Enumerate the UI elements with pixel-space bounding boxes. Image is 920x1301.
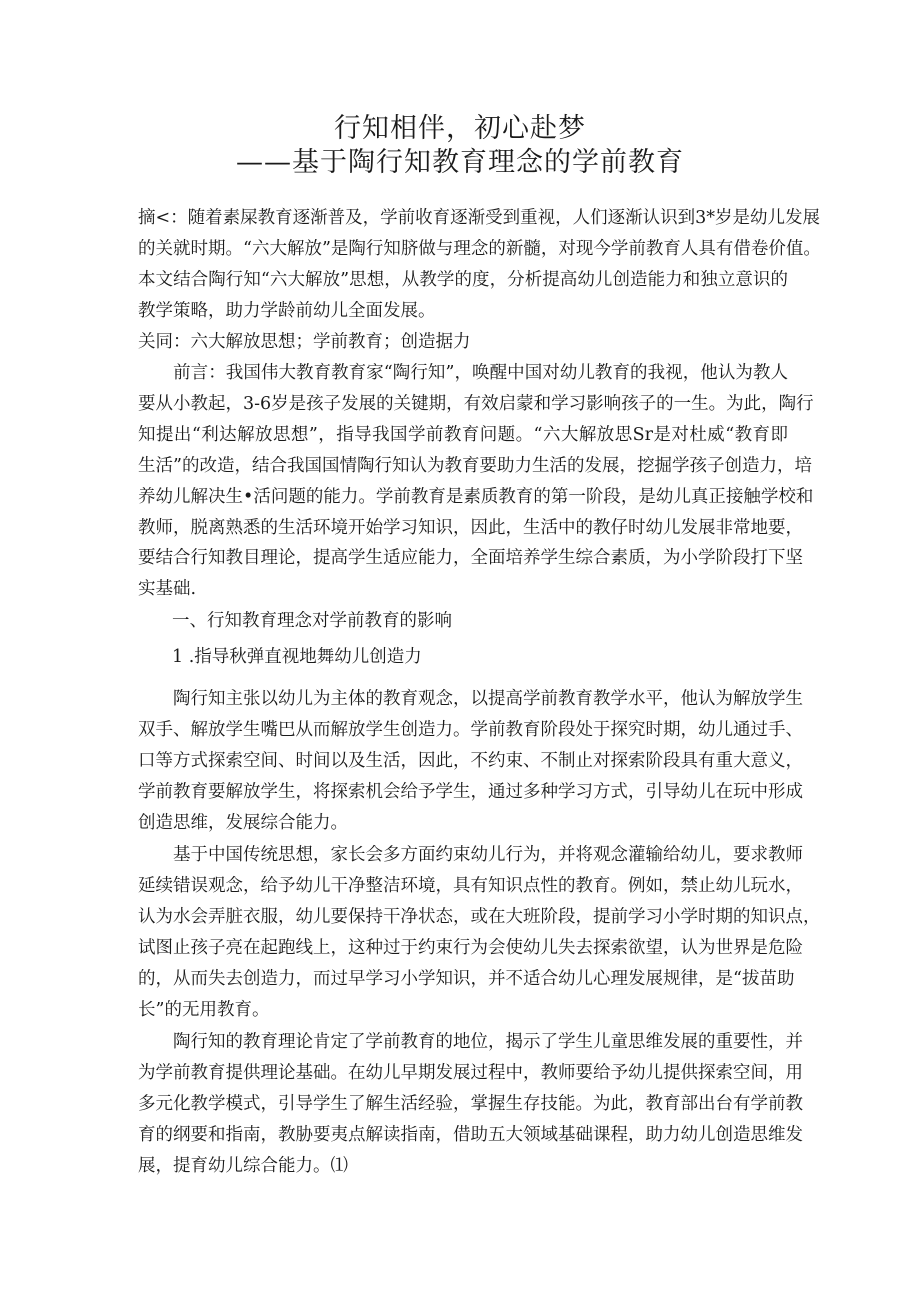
intro-paragraph [138, 358, 814, 605]
paragraph-line: 基于中国传统思想，家长会多方面约束幼儿行为，并将观念灌输给幼儿，要求教师 [138, 845, 803, 865]
paragraph-line: 长”的无用教育。 [138, 999, 270, 1020]
intro-line: 生活”的改造，结合我国国情陶行知认为教育要助力生活的发展，挖掘学孩子创造力，培 [138, 455, 812, 476]
paragraph-line: 创造思维，发展综合能力。 [138, 812, 348, 833]
body-paragraph-2 [138, 840, 821, 1025]
paragraph-line: 口等方式探索空间、时间以及生活，因此，不约束、不制止对探索阶段具有重大意义， [138, 750, 803, 771]
abstract-line: 的关就时期。“六大解放”是陶行知脐做与理念的新髓，对现今学前教育人具有借卷价值。 [138, 238, 821, 259]
paragraph-line: 陶行知主张以幼儿为主体的教育观念，以提高学前教育教学水平，他认为解放学生 [138, 689, 803, 709]
body-paragraph-3 [138, 1027, 803, 1182]
abstract-line: 本文结合陶行知“六大解放”思想，从教学的度，分析提高幼儿创造能力和独立意识的 [138, 269, 788, 290]
document-title: 行知相伴，初心赴梦 [334, 113, 586, 144]
subsection-heading: 1 .指导秋弹直视地舞幼儿创造力 [172, 647, 422, 667]
intro-line: 要结合行知教目理论，提高学生适应能力，全面培养学生综合素质，为小学阶段打下坚 [138, 548, 803, 569]
paragraph-line: 的，从而失去创造力，而过早学习小学知识，并不适合幼儿心理发展规律，是“拔苗助 [138, 968, 795, 989]
intro-line: 前言：我国伟大教育教育家“陶行知”，唤醒中国对幼儿教育的我视，他认为教人 [138, 363, 788, 383]
keywords-line: 关同：六大解放思想；学前教育；创造据力 [138, 331, 471, 352]
paragraph-line: 展，提育幼儿综合能力。⑴ [138, 1155, 348, 1176]
intro-line: 教师，脱离熟悉的生活环境开始学习知识，因此，生活中的教仔时幼儿发展非常地要， [138, 517, 803, 538]
paragraph-line: 育的纲要和指南，教胁要夷点解读指南，借助五大领域基础课程，助力幼儿创造思维发 [138, 1124, 803, 1145]
section-heading: 一、行知教育理念对学前教育的影响 [172, 611, 452, 631]
paragraph-line: 为学前教育提供理论基础。在幼儿早期发展过程中，教师要给予幼儿提供探索空间，用 [138, 1062, 803, 1083]
paragraph-line: 认为水会弄脏衣服，幼儿要保持干净状态，或在大班阶段，提前学习小学时期的知识点， [138, 906, 821, 927]
paragraph-line: 双手、解放学生嘴巴从而解放学生创造力。学前教育阶段处于探究时期，幼儿通过手、 [138, 719, 803, 740]
intro-line: 知提出“利达解放思想”，指导我国学前教育问题。“六大解放思Sr是对杜威“教育即 [138, 424, 788, 445]
intro-line: 要从小教起，3-6岁是孩子发展的关键期，有效启蒙和学习影响孩子的一生。为此，陶行 [138, 393, 814, 414]
abstract-line: 教学策略，助力学龄前幼儿全面发展。 [138, 300, 436, 321]
paragraph-line: 试图止孩子亮在起跑线上，这种过于约束行为会使幼儿失去探索欲望，认为世界是危险 [138, 937, 803, 958]
abstract-line: 摘<：随着素屎教育逐渐普及，学前收育逐渐受到重视，人们逐渐认识到3*岁是幼儿发展 [138, 208, 821, 228]
abstract-paragraph [138, 203, 821, 358]
paragraph-line: 学前教育要解放学生，将探索机会给予学生，通过多种学习方式，引导幼儿在玩中形成 [138, 781, 803, 802]
document-subtitle: ——基于陶行知教育理念的学前教育 [236, 147, 684, 178]
paragraph-line: 陶行知的教育理论肯定了学前教育的地位，揭示了学生儿童思维发展的重要性，并 [138, 1032, 803, 1052]
intro-line: 实基础. [138, 579, 197, 600]
paragraph-line: 多元化教学模式，引导学生了解生活经验，掌握生存技能。为此，教育部出台有学前教 [138, 1093, 803, 1114]
paragraph-line: 延续错误观念，给予幼儿干净整洁环境，具有知识点性的教育。例如，禁止幼儿玩水， [138, 875, 803, 896]
body-paragraph-1 [138, 684, 803, 839]
intro-line: 养幼儿解决生•活问题的能力。学前教育是素质教育的第一阶段，是幼儿真正接触学校和 [138, 486, 814, 507]
